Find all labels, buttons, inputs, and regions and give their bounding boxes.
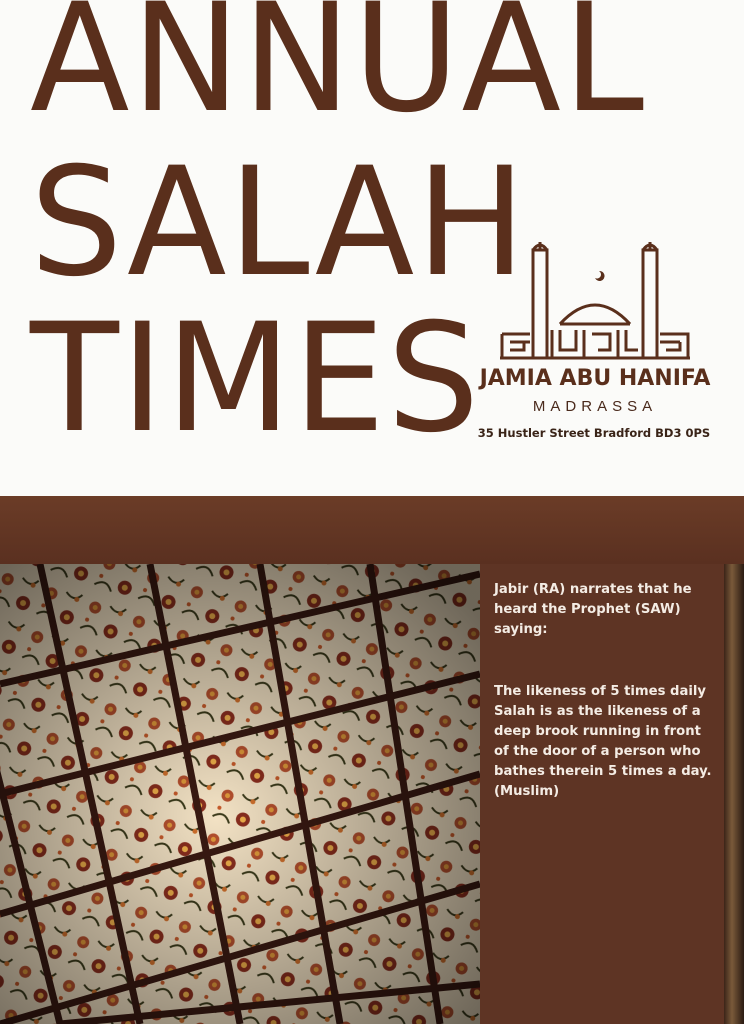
mosque-logo-icon [500, 238, 690, 362]
hadith-quote-panel [480, 564, 724, 1024]
title-line-times: TIMES [30, 292, 482, 466]
right-edge-photo-strip [724, 564, 744, 1024]
quote-text: The likeness of 5 times daily Salah is as the likeness of a deep brook running in front of the door of a person who bathes therein 5 times a day. (Muslim) [494, 684, 712, 799]
title-line-salah: SALAH [30, 136, 528, 310]
divider-band [0, 496, 744, 564]
quote-intro: Jabir (RA) narrates that he heard the Prophet (SAW) saying: [494, 582, 692, 637]
organization-name: JAMIA ABU HANIFA [479, 366, 711, 391]
title-line-annual: ANNUAL [30, 0, 646, 146]
mosque-ceiling-photo [0, 564, 480, 1024]
organization-subtitle: MADRASSA [532, 398, 658, 415]
tiled-ceiling-image [0, 564, 480, 1024]
organization-address: 35 Hustler Street Bradford BD3 0PS [477, 426, 711, 440]
